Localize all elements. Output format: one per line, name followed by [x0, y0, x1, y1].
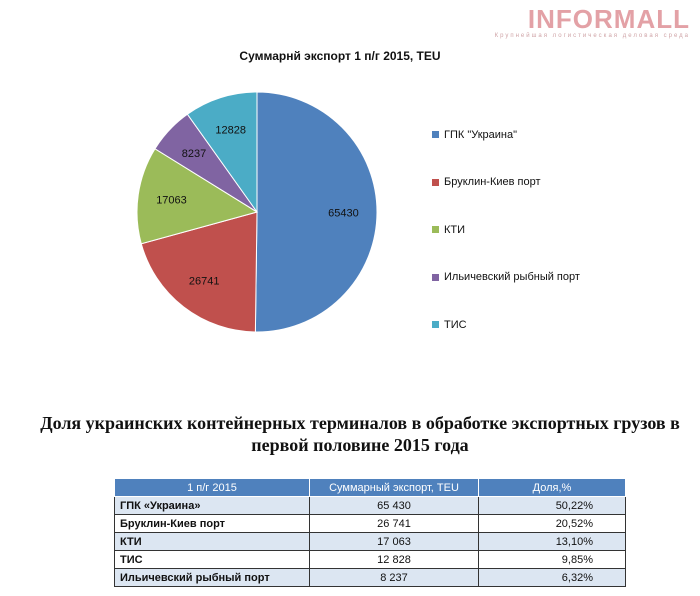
chart-title: Суммарнй экспорт 1 п/г 2015, TEU: [239, 49, 441, 63]
cell-export: 17 063: [310, 533, 479, 551]
cell-share: 6,32%: [479, 569, 626, 587]
logo-wordmark: INFORMALL: [527, 4, 690, 34]
legend-label: ГПК "Украина": [444, 128, 518, 141]
cell-export: 26 741: [310, 515, 479, 533]
cell-share: 13,10%: [479, 533, 626, 551]
cell-terminal: ТИС: [115, 551, 310, 569]
table-row: [115, 533, 626, 551]
cell-terminal: Бруклин-Киев порт: [115, 515, 310, 533]
slice-value-label: 12828: [215, 124, 246, 137]
pie-slice: [255, 92, 377, 332]
logo-tagline: Крупнейшая логистическая деловая среда: [494, 33, 690, 39]
legend-swatch: [432, 321, 439, 328]
chart-legend: [432, 111, 580, 349]
table-row: [115, 551, 626, 569]
legend-label: ТИС: [444, 318, 467, 331]
cell-share: 20,52%: [479, 515, 626, 533]
cell-share: 9,85%: [479, 551, 626, 569]
legend-swatch: [432, 179, 439, 186]
legend-item: [432, 301, 580, 349]
cell-export: 8 237: [310, 569, 479, 587]
header-period: 1 п/г 2015: [115, 479, 310, 497]
slice-value-label: 65430: [328, 207, 359, 220]
cell-export: 12 828: [310, 551, 479, 569]
header-export: Суммарный экспорт, TEU: [310, 479, 479, 497]
table-header-row: [115, 479, 626, 497]
legend-item: [432, 254, 580, 302]
slice-value-label: 17063: [156, 194, 187, 207]
legend-swatch: [432, 131, 439, 138]
cell-terminal: Ильичевский рыбный порт: [115, 569, 310, 587]
cell-export: 65 430: [310, 497, 479, 515]
table-heading: Доля украинских контейнерных терминалов в обработке экспортных грузов в первой половине 2015 года: [40, 413, 680, 455]
legend-item: [432, 206, 580, 254]
legend-label: Ильичевский рыбный порт: [444, 271, 580, 284]
legend-label: Бруклин-Киев порт: [444, 176, 541, 189]
slice-value-label: 26741: [188, 275, 220, 288]
cell-terminal: КТИ: [115, 533, 310, 551]
legend-item: [432, 111, 580, 159]
cell-terminal: ГПК «Украина»: [115, 497, 310, 515]
legend-swatch: [432, 226, 439, 233]
table-row: [115, 569, 626, 587]
legend-label: КТИ: [444, 223, 466, 236]
export-share-table: [114, 478, 626, 587]
slice-value-label: 8237: [181, 147, 207, 160]
table-row: [115, 497, 626, 515]
legend-swatch: [432, 274, 439, 281]
header-share: Доля,%: [479, 479, 626, 497]
legend-item: [432, 159, 580, 207]
table-row: [115, 515, 626, 533]
cell-share: 50,22%: [479, 497, 626, 515]
